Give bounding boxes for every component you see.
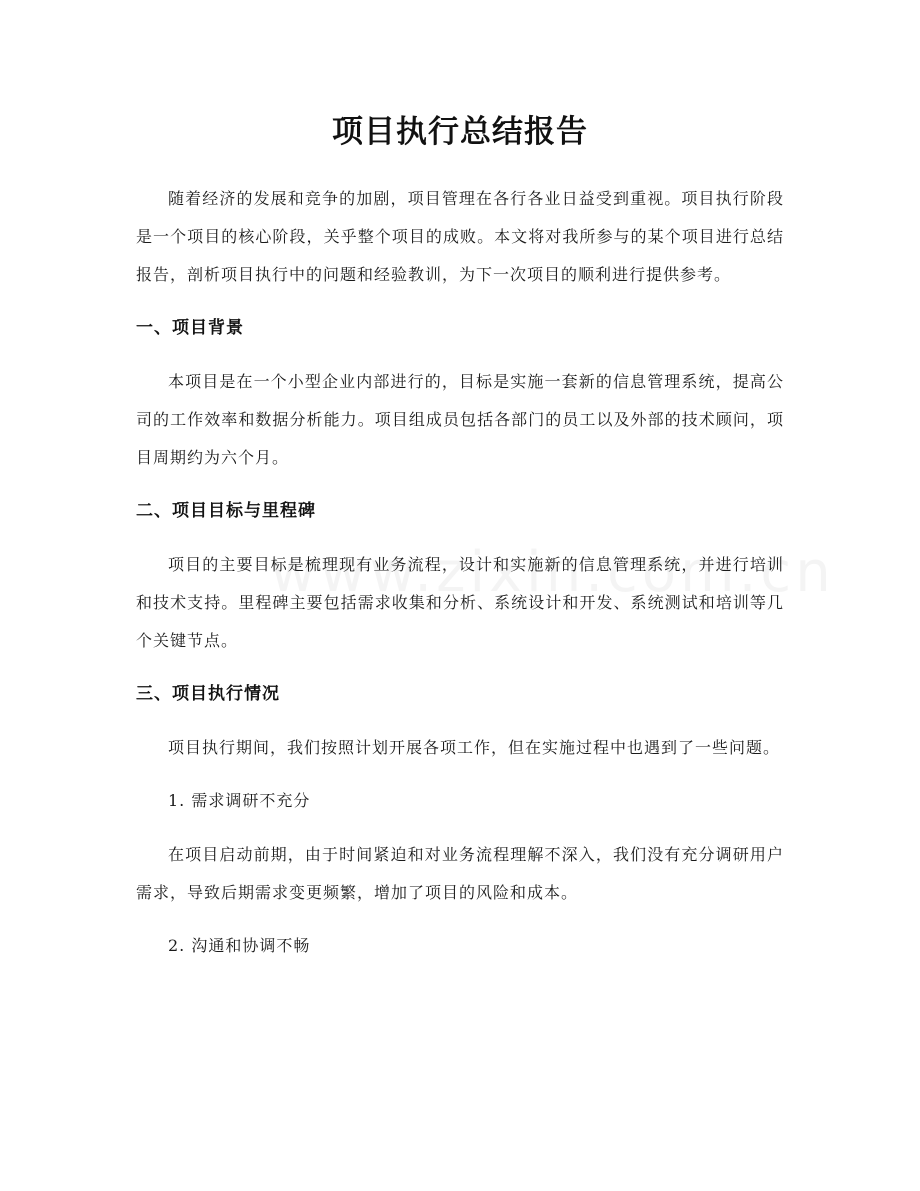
execution-paragraph: 项目执行期间，我们按照计划开展各项工作，但在实施过程中也遇到了一些问题。 <box>168 738 781 757</box>
section-heading-execution: 三、项目执行情况 <box>136 684 280 704</box>
subitem-requirements: 1. 需求调研不充分 <box>168 791 311 810</box>
background-paragraph: 本项目是在一个小型企业内部进行的，目标是实施一套新的信息管理系统，提高公司的工作效率和数据分析能力。项目组成员包括各部门的员工以及外部的技术顾问，项目周期约为六个月。 <box>136 372 784 467</box>
subitem-communication: 2. 沟通和协调不畅 <box>168 936 311 955</box>
section-heading-background: 一、项目背景 <box>136 318 244 338</box>
page-title: 项目执行总结报告 <box>332 114 588 150</box>
goals-paragraph: 项目的主要目标是梳理现有业务流程，设计和实施新的信息管理系统，并进行培训和技术支持。里程碑主要包括需求收集和分析、系统设计和开发、系统测试和培训等几个关键节点。 <box>136 555 784 650</box>
document-body <box>136 180 784 965</box>
requirements-paragraph: 在项目启动前期，由于时间紧迫和对业务流程理解不深入，我们没有充分调研用户需求，导致后期需求变更频繁，增加了项目的风险和成本。 <box>136 845 784 902</box>
section-heading-goals: 二、项目目标与里程碑 <box>136 501 316 521</box>
intro-paragraph: 随着经济的发展和竞争的加剧，项目管理在各行各业日益受到重视。项目执行阶段是一个项目的核心阶段，关乎整个项目的成败。本文将对我所参与的某个项目进行总结报告，剖析项目执行中的问题和经验教训，为下一次项目的顺利进行提供参考。 <box>136 189 784 284</box>
